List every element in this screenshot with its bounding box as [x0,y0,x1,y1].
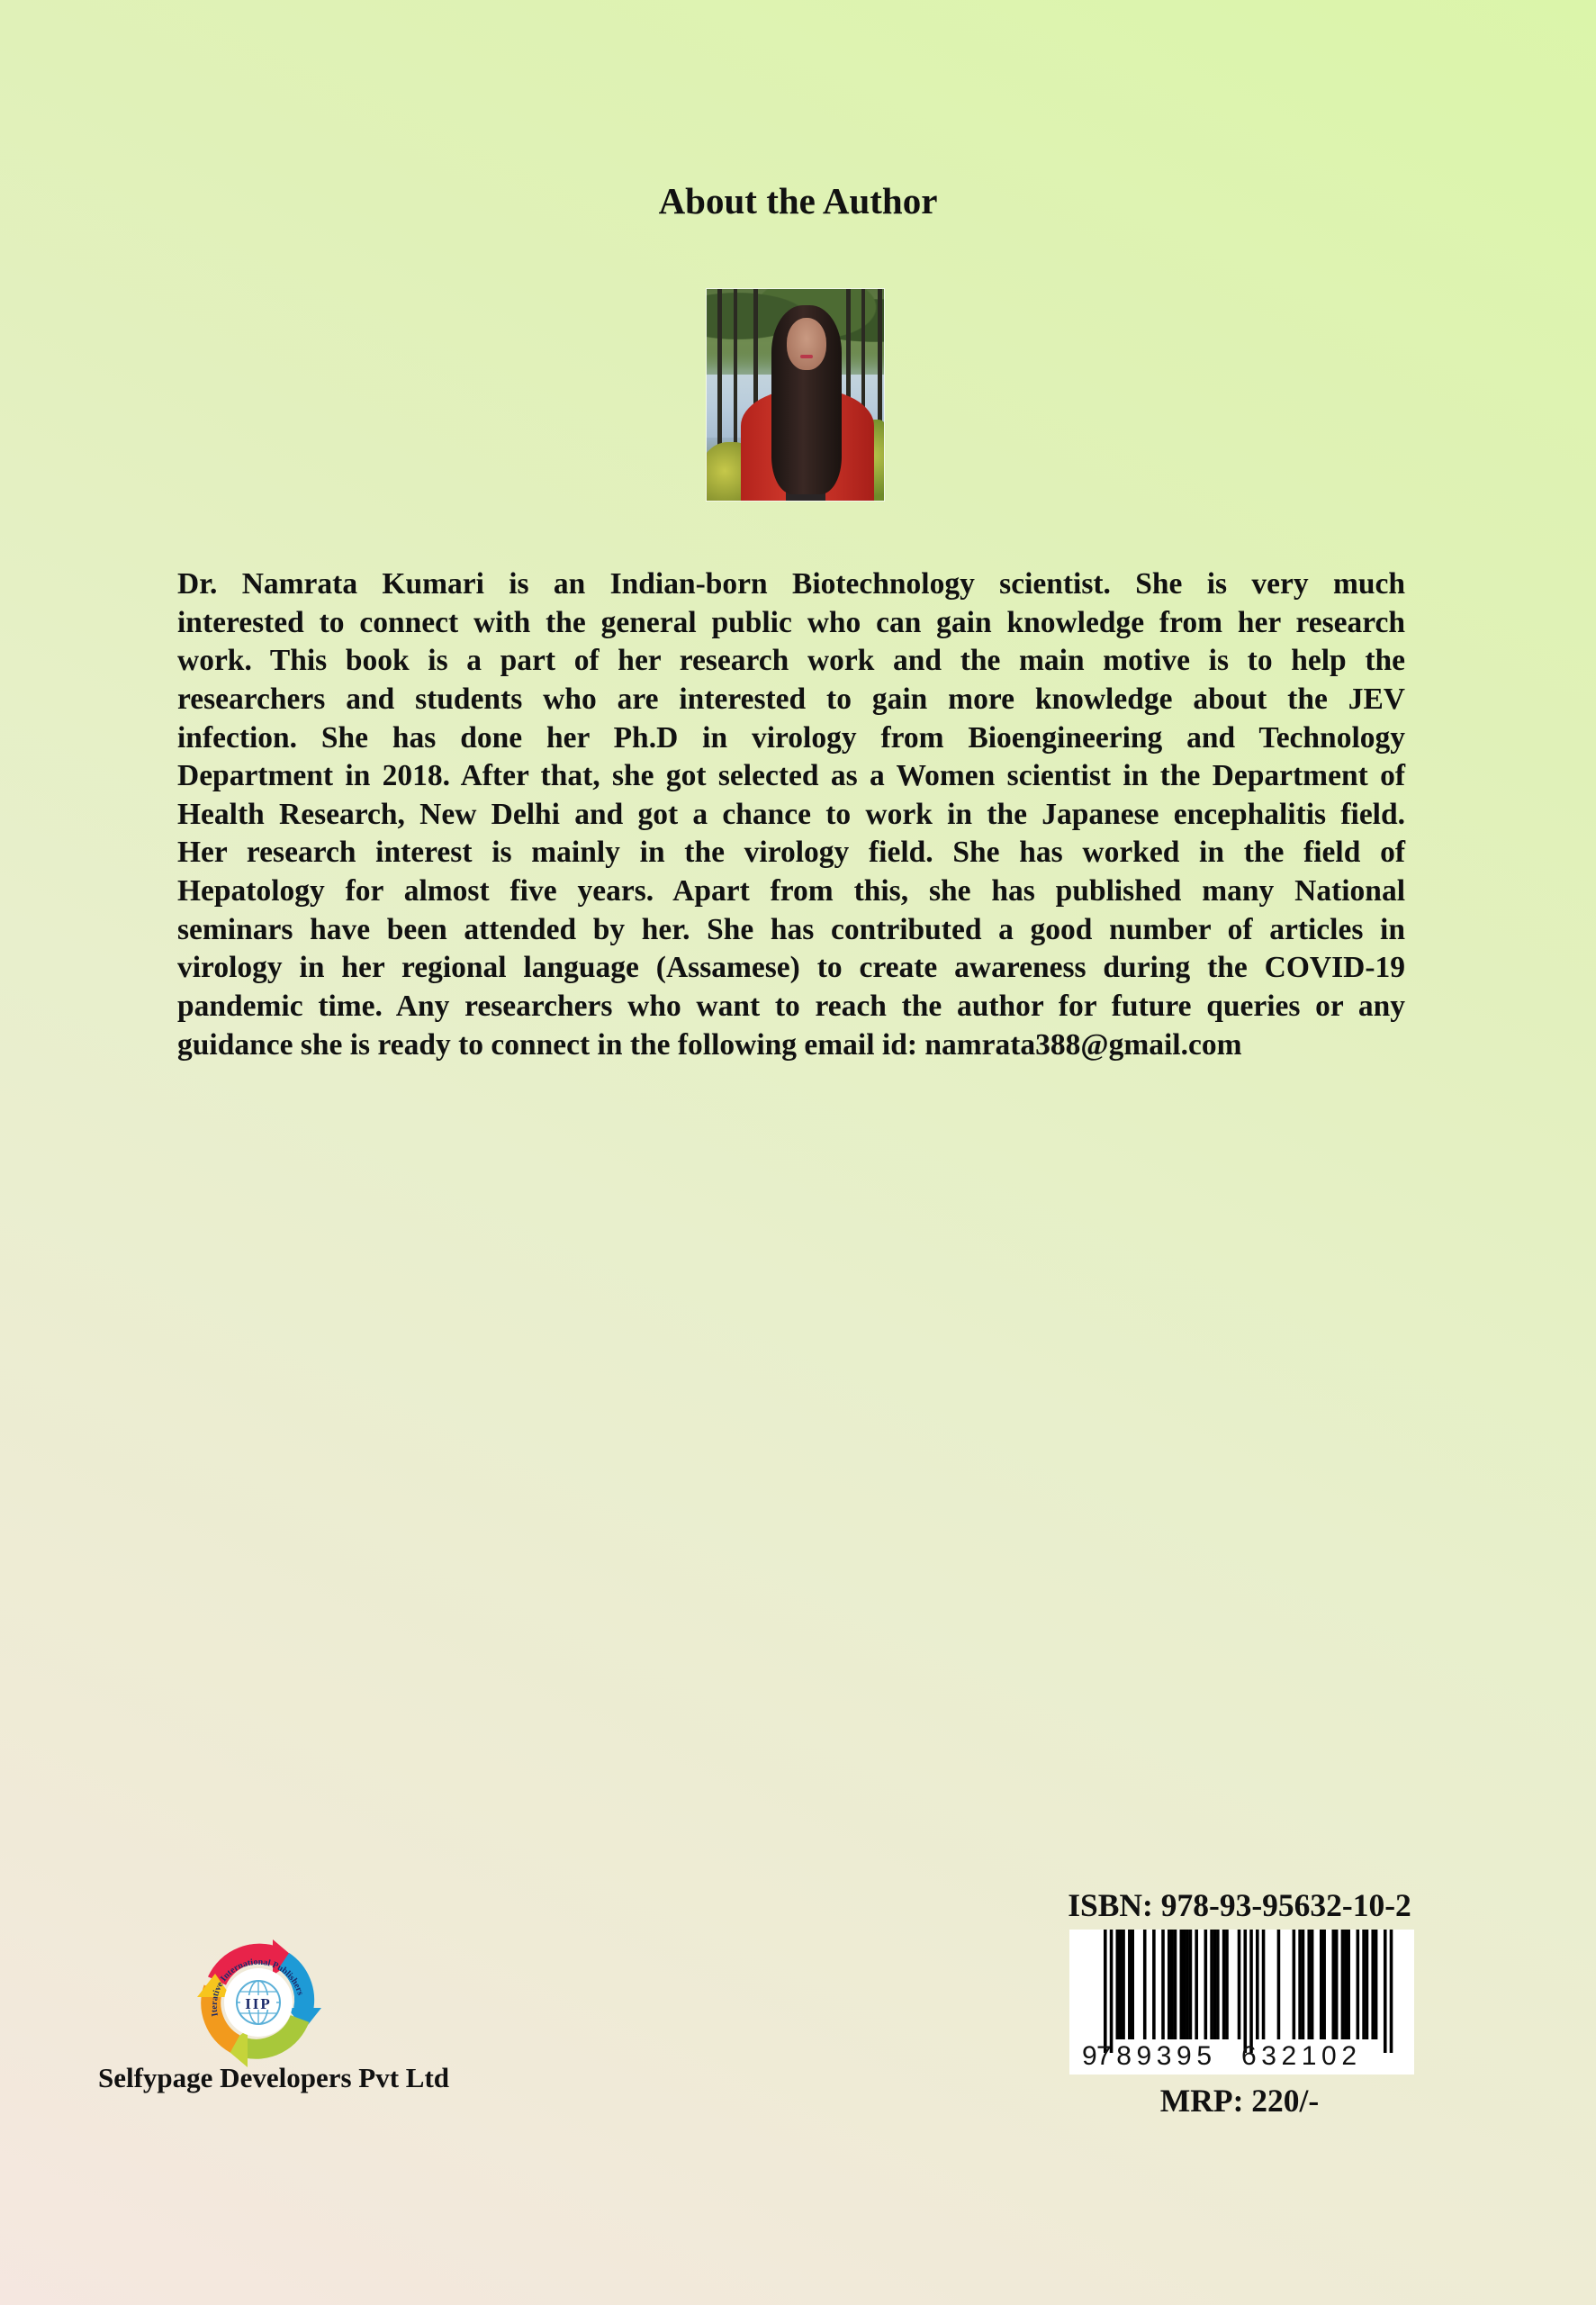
barcode-bar [1262,1930,1266,2039]
barcode-bar [1277,1930,1281,2039]
barcode-bar [1302,1930,1305,2039]
barcode-bar [1122,1930,1125,2039]
publisher-logo [190,1936,327,2069]
bio-line: interested to connect with the general public who can gain knowledge from her research [177,605,1405,639]
barcode-bar [1249,1930,1253,2053]
svg-text:9: 9 [1082,2041,1097,2071]
barcode-bar [1293,1930,1296,2039]
barcode-bar [1110,1930,1114,2053]
iip-circular-arrows-icon [190,1936,327,2069]
svg-text:632102: 632102 [1241,2041,1357,2071]
barcode-bar [1104,1930,1107,2053]
barcode-bar [1256,1930,1259,2039]
svg-text:IIP: IIP [245,1995,272,2012]
barcode-bar [1152,1930,1156,2039]
barcode-bar [1143,1930,1147,2039]
barcode-bar [1298,1930,1302,2039]
author-bio [177,565,1405,1064]
barcode-bar [1119,1930,1123,2039]
bio-line: Department in 2018. After that, she got selected as a Women scientist in the Department of [177,759,1405,793]
barcode-bar [1204,1930,1208,2039]
author-photo [706,288,885,502]
barcode-bar [1311,1930,1314,2039]
page-title: About the Author [658,180,938,221]
barcode-bar [1371,1930,1375,2039]
barcode-bar [1131,1930,1134,2039]
barcode-bar [1366,1930,1369,2039]
bio-line: researchers and students who are interested to gain more knowledge about the JEV [177,682,1405,716]
barcode-icon [1069,1930,1414,2074]
bio-line: Her research interest is mainly in the virology field. She has worked in the field of [177,836,1405,870]
barcode-bar [1161,1930,1165,2039]
bio-line-email: guidance she is ready to connect in the following email id: namrata388@gmail.com [177,1027,1242,1062]
barcode-bar [1357,1930,1360,2039]
barcode-bar [1238,1930,1241,2039]
barcode-bar [1216,1930,1220,2039]
barcode-bar [1362,1930,1366,2039]
bio-line: pandemic time. Any researchers who want to reach the author for future queries or any [177,990,1405,1024]
barcode-bar [1320,1930,1323,2039]
bio-line: Dr. Namrata Kumari is an Indian-born Biotechnology scientist. She is very much [177,567,1405,601]
bio-line: work. This book is a part of her research work and the main motive is to help the [177,644,1405,678]
barcode-bar [1186,1930,1189,2039]
barcode-bar [1116,1930,1120,2039]
barcode-bar [1341,1930,1345,2039]
barcode-bar [1344,1930,1348,2039]
barcode-bar [1189,1930,1193,2039]
barcode-bar [1183,1930,1186,2039]
barcode-bar [1375,1930,1378,2039]
barcode-bar [1225,1930,1229,2039]
barcode-bar [1213,1930,1217,2039]
barcode-bar [1384,1930,1387,2053]
isbn-barcode [1069,1930,1414,2074]
barcode-bar [1243,1930,1247,2053]
barcode-bar [1222,1930,1226,2039]
svg-text:Iterative International Publis: Iterative International Publishers [209,1957,306,2018]
isbn-label: ISBN: 978-93-95632-10-2 [1068,1887,1411,1923]
bio-line: virology in her regional language (Assamese) to create awareness during the COVID-19 [177,951,1405,985]
bio-line: infection. She has done her Ph.D in virology from Bioengineering and Technology [177,720,1405,755]
barcode-bar [1390,1930,1393,2053]
barcode-bar [1210,1930,1213,2039]
price-label: MRP: 220/- [1159,2083,1320,2119]
barcode-bar [1168,1930,1171,2039]
bio-line: seminars have been attended by her. She has contributed a good number of articles in [177,912,1405,946]
barcode-bar [1335,1930,1339,2039]
barcode-bar [1170,1930,1174,2039]
barcode-bar [1174,1930,1177,2039]
barcode-bar [1347,1930,1350,2039]
barcode-bar [1180,1930,1184,2039]
barcode-bar [1332,1930,1336,2039]
bio-line: Health Research, New Delhi and got a chance to work in the Japanese encephalitis field. [177,797,1405,831]
svg-text:789395: 789395 [1096,2041,1212,2071]
barcode-bar [1195,1930,1198,2039]
barcode-bar [1322,1930,1326,2039]
bio-line: Hepatology for almost five years. Apart from this, she has published many National [177,874,1405,908]
publisher-name: Selfypage Developers Pvt Ltd [98,2062,450,2093]
barcode-bar [1128,1930,1132,2039]
barcode-bar [1307,1930,1311,2039]
